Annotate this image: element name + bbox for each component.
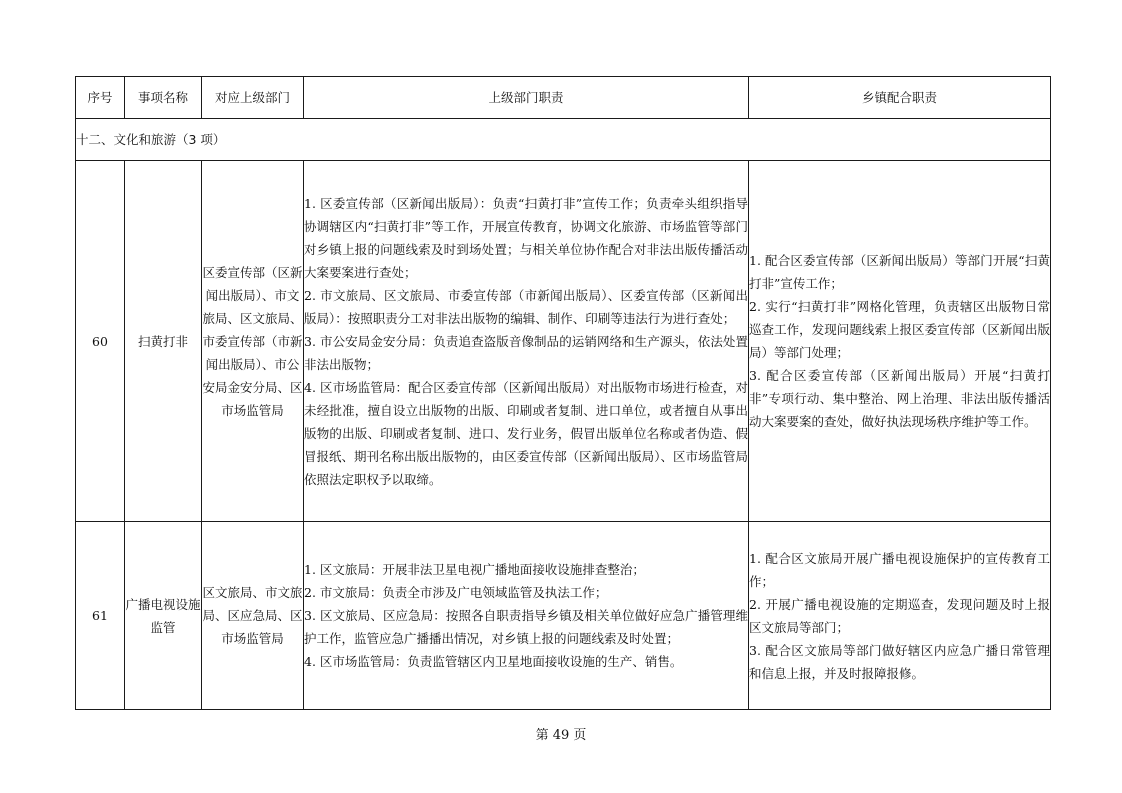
row-num: 60 (76, 161, 125, 522)
header-superior: 上级部门职责 (304, 77, 749, 119)
row-dept: 区文旅局、市文旅局、区应急局、区市场监管局 (202, 522, 304, 710)
table-row (76, 522, 1051, 710)
row-superior-duties (304, 161, 749, 522)
responsibility-table (75, 76, 1051, 710)
row-township-duties (749, 161, 1051, 522)
row-superior-duties (304, 522, 749, 710)
row-item-name: 扫黄打非 (125, 161, 202, 522)
row-dept: 区委宣传部（区新闻出版局）、市文旅局、区文旅局、市委宣传部（市新闻出版局）、市公安局金安分局、区市场监管局 (202, 161, 304, 522)
header-township: 乡镇配合职责 (749, 77, 1051, 119)
page-number: 第 49 页 (535, 728, 587, 743)
superior-duties-text: 1. 区委宣传部（区新闻出版局）：负责“扫黄打非”宣传工作；负责牵头组织指导协调辖区内“扫黄打非”等工作，开展宣传教育，协调文化旅游、市场监管等部门对乡镇上报的问题线索及时到场处置；与相关单位协作配合对非法出版传播活动大案要案进行查处； 2. 市文旅局、区文旅局、市委宣传部（市新闻出版局）、区委宣传部（区新闻出版局）：按照职责分工对非法出版物的编辑、制作、印刷等违法行为进行查处； 3. 市公安局金安分局：负责追查盗版音像制品的运销网络和生产源头，依法处置非法出版物； 4. 区市场监管局：配合区委宣传部（区新闻出版局）对出版物市场进行检查，对未经批准，擅自设立出版物的出版、印刷或者复制、进口单位，或者擅自从事出版物的出版、印刷或者复制、进口、发行业务，假冒出版单位名称或者伪造、假冒报纸、期刊名称出版出版物的，由区委宣传部（区新闻出版局）、区市场监管局依照法定职权予以取缔。 (304, 195, 748, 487)
table-header-row (76, 77, 1051, 119)
superior-duties-text: 1. 区文旅局：开展非法卫星电视广播地面接收设施排查整治； 2. 市文旅局：负责全市涉及广电领域监管及执法工作； 3. 区文旅局、区应急局：按照各自职责指导乡镇及相关单位做好应急广播管理维护工作，监管应急广播播出情况，对乡镇上报的问题线索及时处置； 4. 区市场监管局：负责监管辖区内卫星地面接收设施的生产、销售。 (304, 562, 748, 669)
table-row (76, 161, 1051, 522)
header-name: 事项名称 (125, 77, 202, 119)
header-dept: 对应上级部门 (202, 77, 304, 119)
header-num: 序号 (76, 77, 125, 119)
row-item-name: 广播电视设施监管 (125, 522, 202, 710)
section-title: 十二、文化和旅游（3 项） (76, 119, 1051, 161)
row-num: 61 (76, 522, 125, 710)
section-row (76, 119, 1051, 161)
row-township-duties (749, 522, 1051, 710)
township-duties-text: 1. 配合区委宣传部（区新闻出版局）等部门开展“扫黄打非”宣传工作； 2. 实行“扫黄打非”网格化管理，负责辖区出版物日常巡查工作，发现问题线索上报区委宣传部（区新闻出版局）等部门处理； 3. 配合区委宣传部（区新闻出版局）开展“扫黄打非”专项行动、集中整治、网上治理、非法出版传播活动大案要案的查处，做好执法现场秩序维护等工作。 (749, 253, 1050, 429)
township-duties-text: 1. 配合区文旅局开展广播电视设施保护的宣传教育工作； 2. 开展广播电视设施的定期巡查，发现问题及时上报区文旅局等部门； 3. 配合区文旅局等部门做好辖区内应急广播日常管理和信息上报，并及时报障报修。 (749, 550, 1050, 681)
